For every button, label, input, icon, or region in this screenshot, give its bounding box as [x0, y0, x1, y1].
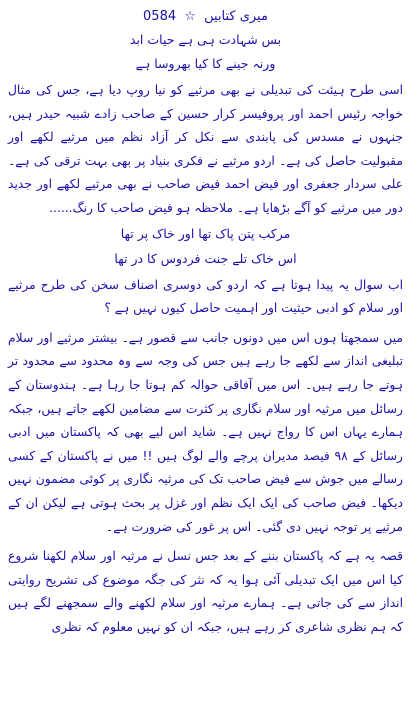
page-header — [8, 6, 403, 28]
paragraph: اسی طرح ہیئت کی تبدیلی نے بھی مرثیے کو نیا روپ دیا ہے، جس کی مثال خواجہ رئیس احمد اور پروفیسر کرار حسین کے صاحب زادے شبیہ حیدر ہیں، جنہوں نے مسدس کی پابندی سے نکل کر آزاد نظم میں مرثیے لکھے اور مقبولیت حاصل کی ہے۔ اردو مرثیے نے فکری بنیاد پر بھی بہت ترقی کی ہے۔ علی سردار جعفری اور فیض احمد فیض صاحب نے بھی مرثیے لکھے اور جدید دور میں مرثیے کو آگے بڑھایا ہے۔ ملاحظہ ہو فیض صاحب کا رنگ...... — [8, 83, 403, 215]
faiz-verse — [8, 221, 403, 271]
paragraph: قصہ یہ ہے کہ پاکستان بننے کے بعد جس نسل نے مرثیہ اور سلام لکھنا شروع کیا اس میں ایک تبدیلی آئی ہوا یہ کہ نثر کی جگہ موضوع کی تشریح روایتی انداز سے کی جاتی ہے۔ ہمارے مرثیہ اور سلام لکھنے والے سمجھنے لگے ہیں کہ ہم نظری شاعری کر رہے ہیں، جبکہ ان کو نہیں معلوم کہ نظری — [8, 549, 403, 634]
verse-line: اس خاک تلے جنت فردوس کا در تھا — [114, 250, 297, 266]
post-number: 0584 — [143, 9, 177, 24]
couplet-line: ورنہ جینے کا کیا بھروسا ہے — [135, 56, 276, 71]
book-title: میری کتابیں — [204, 9, 268, 24]
paragraph: میں سمجھتا ہوں اس میں دونوں جانب سے قصور ہے۔ بیشتر مرثیے اور سلام تبلیغی انداز سے لکھے جا رہے ہیں جس کی وجہ سے وہ محدود سے محدود تر ہوتے جا رہے ہیں۔ اس میں آفاقی حوالہ کم ہوتا جا رہا ہے۔ ہندوستان کے رسائل میں مرثیہ اور سلام نگاری پر کثرت سے مضامین لکھے جاتے ہیں، جبکہ ہمارے یہاں اس کا رواج نہیں ہے۔ شاید اس لیے بھی کہ پاکستان میں ادبی رسائل کے ۹۸ فیصد مدیران پرچے والے لوگ ہیں !! میں نے پاکستان کے کسی رسالے میں جوش سے فیض صاحب تک کی مرثیہ نگاری پر کوئی مضمون نہیں دیکھا۔ فیض صاحب کی ایک ایک نظم اور غزل پر بحث ہوتی ہے لیکن ان کے مرثیے پر توجہ نہیں دی گئی۔ اس پر غور کی ضرورت ہے۔ — [8, 330, 403, 534]
star-icon: ☆ — [184, 9, 196, 24]
opening-couplet — [8, 28, 403, 76]
verse-line: مرکب پتن پاک تھا اور خاک پر تھا — [120, 225, 291, 241]
paragraph: اب سوال یہ پیدا ہوتا ہے کہ اردو کی دوسری اصناف سخن کی طرح مرثیے اور سلام کو ادبی حیثیت اور اہمیت حاصل کیوں نہیں ہے ؟ — [8, 277, 403, 316]
couplet-line: بس شہادت ہی ہے حیات ابد — [129, 32, 282, 47]
